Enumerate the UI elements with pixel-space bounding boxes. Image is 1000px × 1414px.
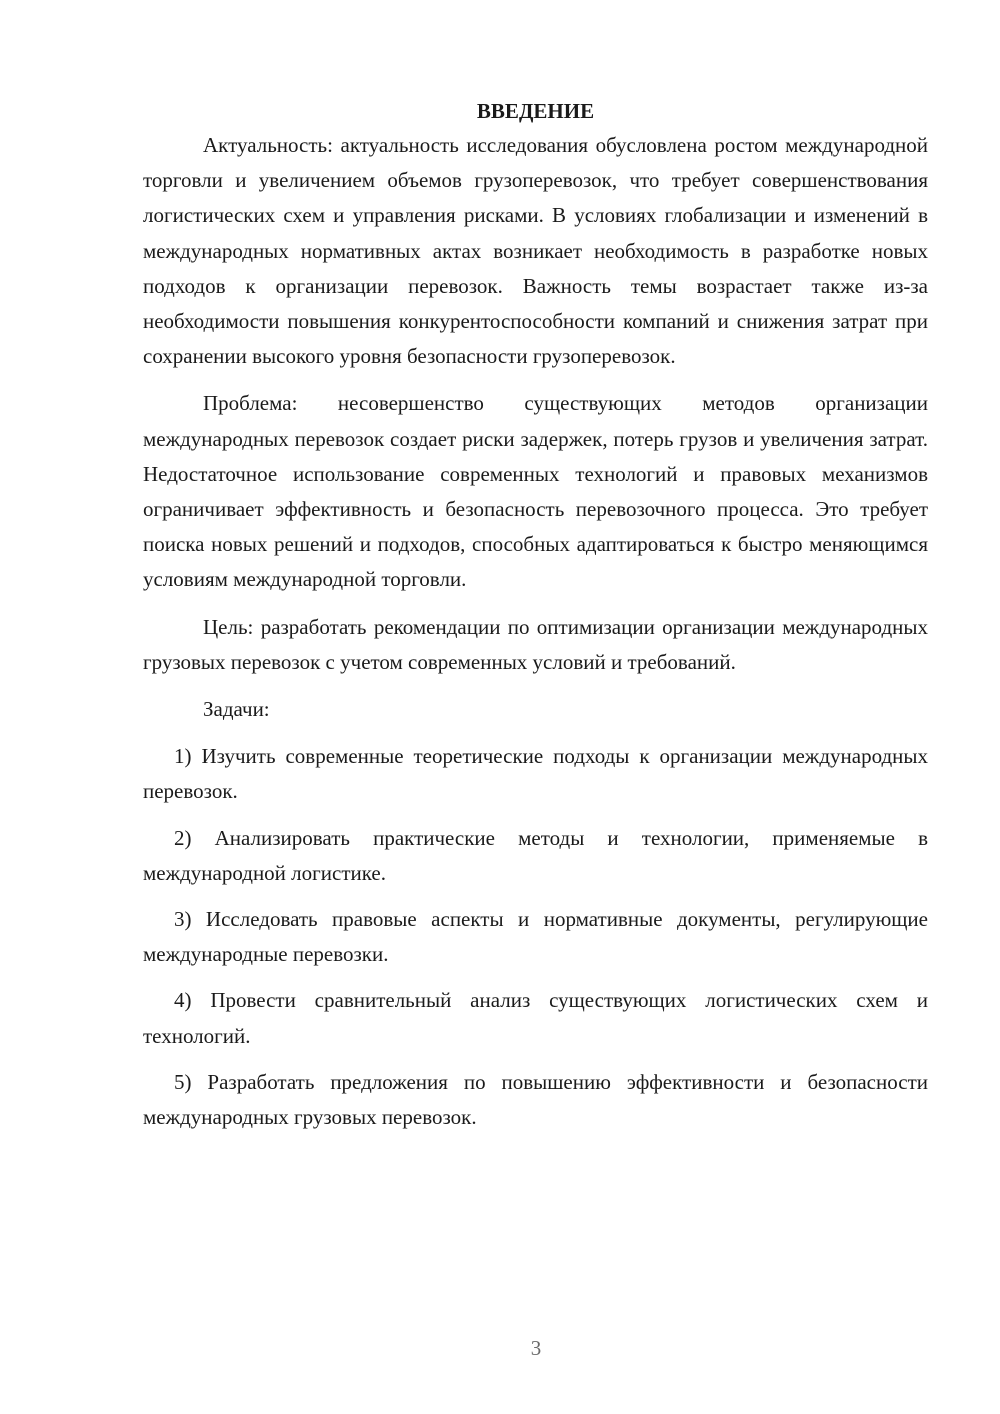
page-number: 3 xyxy=(530,1336,542,1360)
paragraph-problem: Проблема: несовершенство существующих методов организации международных перевозок создает риски задержек, потерь грузов и увеличения затрат. Недостаточное использование современных технологий и правовых механизмов ограничивает эффективность и безопасность перевозочного процесса. Это требует поиска новых решений и подходов, способных адаптироваться к быстро меняющимся условиям международной торговли. xyxy=(143,391,928,592)
task-item: 3) Исследовать правовые аспекты и нормативные документы, регулирующие международные перевозки. xyxy=(143,907,928,967)
document-page xyxy=(143,96,928,1146)
task-item: 2) Анализировать практические методы и технологии, применяемые в международной логистике. xyxy=(143,825,928,885)
task-item: 5) Разработать предложения по повышению эффективности и безопасности международных грузовых перевозок. xyxy=(143,1069,928,1130)
tasks-label: Задачи: xyxy=(203,697,270,722)
task-item: 1) Изучить современные теоретические подходы к организации международных перевозок. xyxy=(143,744,928,804)
task-item: 4) Провести сравнительный анализ существующих логистических схем и технологий. xyxy=(143,988,928,1048)
section-heading: ВВЕДЕНИЕ xyxy=(476,99,595,123)
paragraph-relevance: Актуальность: актуальность исследования обусловлена ростом международной торговли и увеличением объемов грузоперевозок, что требует совершенствования логистических схем и управления рисками. В условиях глобализации и изменений в международных нормативных актах возникает необходимость в разработке новых подходов к организации перевозок. Важность темы возрастает также из-за необходимости повышения конкурентоспособности компаний и снижения затрат при сохранении высокого уровня безопасности грузоперевозок. xyxy=(143,133,928,369)
paragraph-goal: Цель: разработать рекомендации по оптимизации организации международных грузовых перевозок с учетом современных условий и требований. xyxy=(143,614,928,674)
